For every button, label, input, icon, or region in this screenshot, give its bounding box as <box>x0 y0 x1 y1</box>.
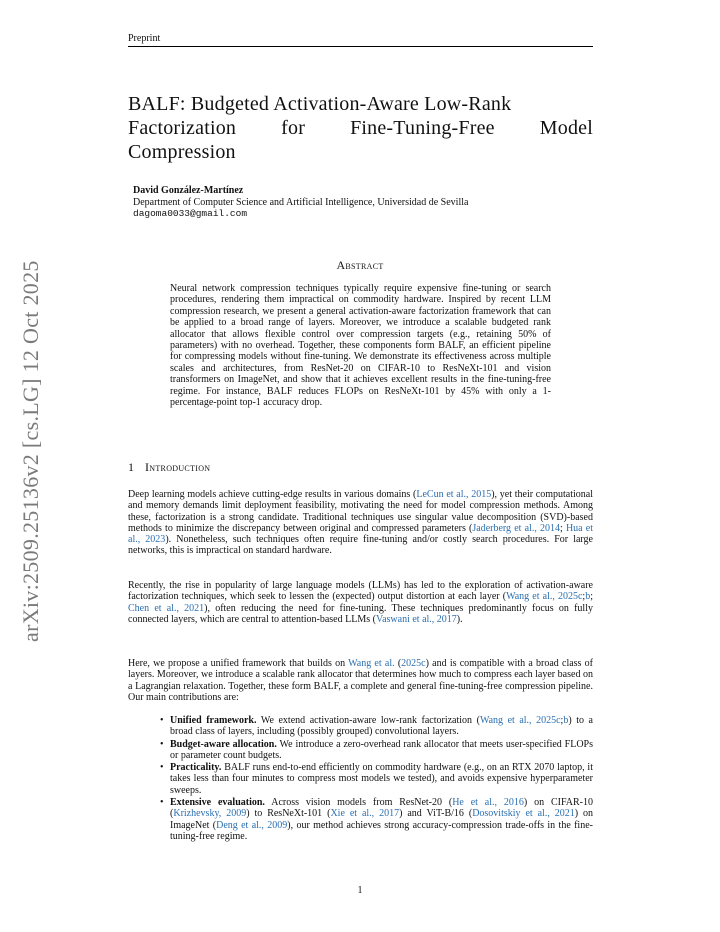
bullet: • <box>160 715 164 726</box>
text-run: We extend activation-aware low-rank factorization ( <box>256 715 480 726</box>
text-run: ; <box>590 591 593 603</box>
text-run: BALF runs end-to-end efficiently on commodity hardware (e.g., on an RTX 2070 laptop, it takes less than four minutes to compress most models we tested), and avoids expensive hyperparameter sweeps. <box>170 762 593 796</box>
section-number: 1 <box>128 460 134 474</box>
text-run: ) and is compatible with a broad class of layers. Moreover, we introduce a scalable rank allocator that determines how much to compress each layer based on a Lagrangian relaxation. Together, these form BALF, a complete and general fine-tuning-free compression pipeline. Our main contributions are: <box>128 658 593 703</box>
text-run: ) to ResNeXt-101 ( <box>246 808 331 820</box>
text-run: ( <box>394 658 402 669</box>
author-block <box>133 185 468 220</box>
header-rule <box>128 46 593 47</box>
text-run: ) and ViT-B/16 ( <box>399 808 473 820</box>
contributions-list <box>160 715 593 843</box>
title-line-2: Factorization for Fine-Tuning-Free Model <box>128 117 593 139</box>
citation-link[interactable]: b <box>563 715 569 726</box>
text-run: ), yet their computational and memory demands limit deployment feasibility, motivating the need for model compression methods. Among these, factorization is a strong candidate. Traditional techniques use singular value decomposition (SVD)-based methods to minimize the discrepancy between original and compressed parameters ( <box>128 489 593 534</box>
citation-link[interactable]: Wang et al. <box>348 658 395 669</box>
page-number: 1 <box>357 885 363 896</box>
text-run: Here, we propose a unified framework that builds on <box>128 658 349 669</box>
citation-link[interactable]: 2025c <box>401 658 426 669</box>
citation-link[interactable]: Jaderberg et al., 2014 <box>472 522 560 534</box>
citation-link[interactable]: Xie et al., 2017 <box>330 808 400 820</box>
intro-paragraph-3 <box>128 658 593 703</box>
section-heading-introduction <box>128 460 210 475</box>
contribution-lead: Extensive evaluation. <box>170 797 265 809</box>
citation-link[interactable]: Chen et al., 2021 <box>128 602 205 614</box>
contribution-lead: Practicality. <box>170 762 222 774</box>
intro-paragraph-2 <box>128 580 593 625</box>
author-name: David González-Martínez <box>133 185 244 196</box>
text-run: ; <box>560 522 566 534</box>
list-item <box>160 797 593 842</box>
text-run: ) to a broad class of layers, including (possibly grouped) convolutional layers. <box>170 715 593 738</box>
text-run: ) on ImageNet ( <box>170 808 594 831</box>
text-run: ; <box>582 591 586 603</box>
citation-link[interactable]: Deng et al., 2009 <box>216 819 288 831</box>
citation-link[interactable]: Wang et al., 2025c <box>506 591 583 603</box>
text-run: ). <box>456 613 463 625</box>
text-run: ), our method achieves strong accuracy-compression trade-offs in the fine-tuning-free regime. <box>170 819 593 842</box>
text-run: Deep learning models achieve cutting-edge results in various domains ( <box>128 489 417 500</box>
arxiv-stamp[interactable]: arXiv:2509.25136v2 [cs.LG] 12 Oct 2025 <box>18 260 43 642</box>
list-item <box>160 762 593 796</box>
citation-link[interactable]: Krizhevsky, 2009 <box>173 808 247 820</box>
running-header: Preprint <box>128 33 161 44</box>
author-email[interactable]: dagoma0033@gmail.com <box>133 208 248 219</box>
text-run: Across vision models from ResNet-20 ( <box>264 797 453 809</box>
paper-title <box>128 92 593 164</box>
text-run: ; <box>560 715 564 726</box>
section-title: Introduction <box>145 460 211 474</box>
list-item <box>160 715 593 738</box>
contribution-lead: Budget-aware allocation. <box>170 738 277 750</box>
text-run: ), often reducing the need for fine-tuning. These techniques predominantly focus on fully connected layers, which are central to attention-based LLMs ( <box>128 602 593 625</box>
text-run: Recently, the rise in popularity of large language models (LLMs) has led to the exploration of activation-aware factorization techniques, which seek to lessen the (expected) output distortion at each layer ( <box>128 580 593 603</box>
citation-link[interactable]: Vaswani et al., 2017 <box>375 613 457 625</box>
intro-paragraph-1 <box>128 489 593 557</box>
list-item <box>160 739 593 762</box>
citation-link[interactable]: Dosovitskiy et al., 2021 <box>472 808 575 820</box>
author-affiliation: Department of Computer Science and Artificial Intelligence, Universidad de Sevilla <box>133 196 469 208</box>
bullet: • <box>160 797 164 809</box>
citation-link[interactable]: LeCun et al., 2015 <box>416 489 492 500</box>
citation-link[interactable]: Wang et al., 2025c <box>479 715 561 726</box>
text-run: ). Nonetheless, such techniques often require fine-tuning and/or costly search procedures. For large networks, this is impractical on standard hardware. <box>128 534 593 557</box>
abstract-heading: Abstract <box>336 258 384 272</box>
citation-link[interactable]: He et al., 2016 <box>452 797 524 809</box>
title-line-1: BALF: Budgeted Activation-Aware Low-Rank <box>128 93 512 115</box>
citation-link[interactable]: Hua et al., 2023 <box>128 522 593 546</box>
contribution-lead: Unified framework. <box>170 715 257 726</box>
bullet: • <box>160 738 164 750</box>
text-run: We introduce a zero-overhead rank allocator that meets user-specified FLOPs or parameter count budgets. <box>170 738 594 761</box>
title-line-3: Compression <box>128 141 236 163</box>
bullet: • <box>160 762 164 774</box>
abstract-text: Neural network compression techniques typically require expensive fine-tuning or search procedures, rendering them impractical on commodity hardware. Inspired by recent LLM compression research, we present a general activation-aware factorization framework that can be applied to a broad range of layers. Moreover, we introduce a scalable budgeted rank allocator that allows flexible control over compression targets (e.g., retaining 50% of parameters) with no overhead. Together, these components form BALF, an efficient pipeline for compressing models without fine-tuning. We demonstrate its effectiveness across multiple scales and architectures, from ResNet-20 on CIFAR-10 to ResNeXt-101 and vision transformers on ImageNet, and show that it achieves excellent results in the fine-tuning-free regime. For instance, BALF reduces FLOPs on ResNeXt-101 by 45% with only a 1-percentage-point top-1 accuracy drop. <box>170 283 551 409</box>
text-run: ) on CIFAR-10 ( <box>170 797 593 820</box>
citation-link[interactable]: b <box>585 591 591 603</box>
